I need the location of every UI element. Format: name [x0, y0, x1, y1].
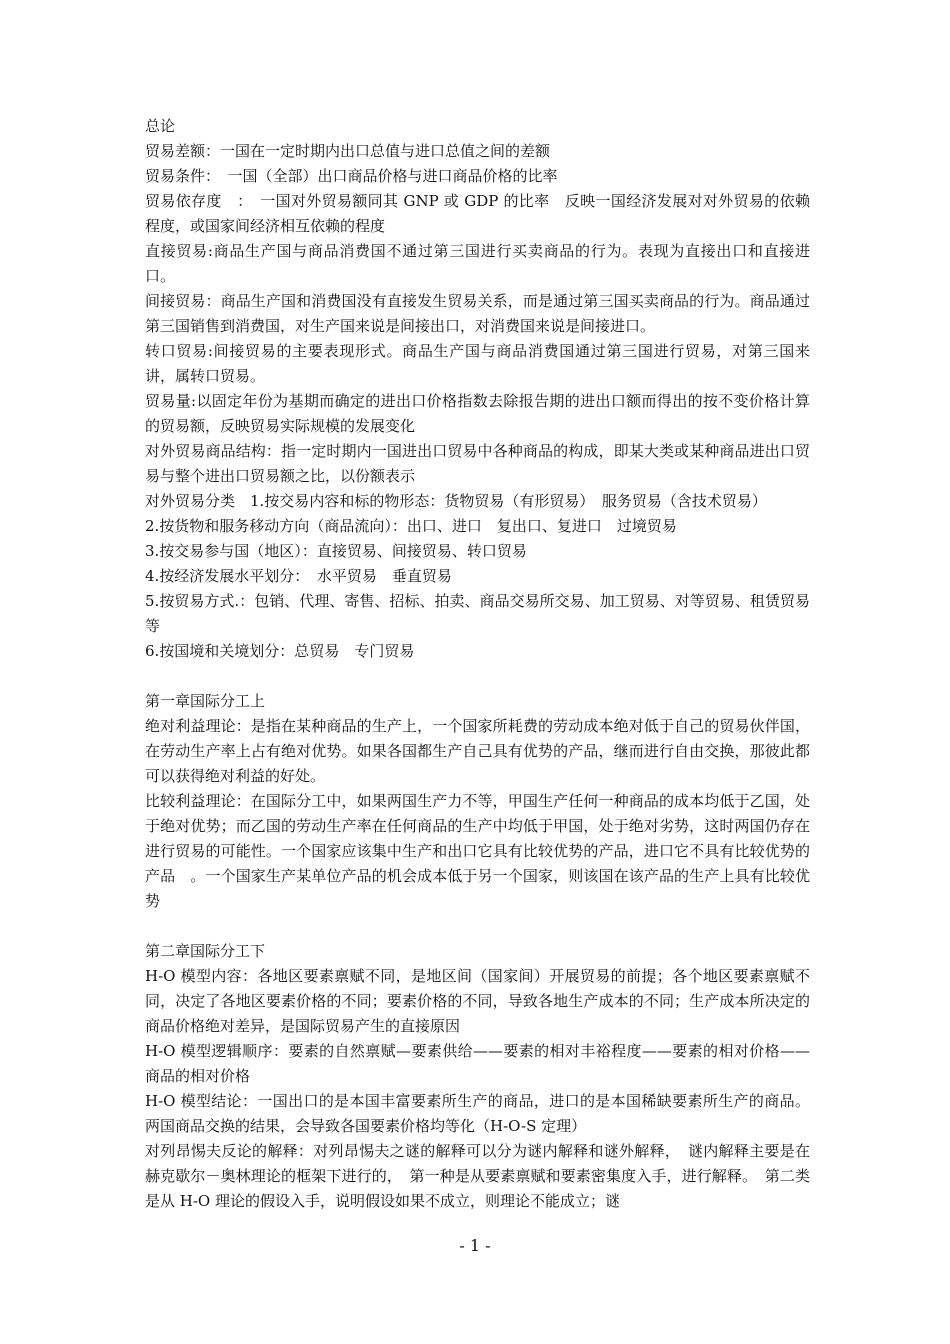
paragraph: 对外贸易商品结构：指一定时期内一国进出口贸易中各种商品的构成，即某大类或某种商品进出口贸易与整个进出口贸易额之比，以份额表示 — [145, 442, 810, 485]
paragraph: 贸易条件： 一国（全部）出口商品价格与进口商品价格的比率 — [145, 167, 558, 185]
paragraph: 3.按交易参与国（地区）：直接贸易、间接贸易、转口贸易 — [145, 542, 527, 560]
paragraph: 直接贸易:商品生产国与商品消费国不通过第三国进行买卖商品的行为。表现为直接出口和直接进口。 — [145, 242, 810, 285]
paragraph: 贸易量:以固定年份为基期而确定的进出口价格指数去除报告期的进出口额而得出的按不变价格计算的贸易额，反映贸易实际规模的发展变化 — [145, 392, 810, 435]
paragraph: 2.按货物和服务移动方向（商品流向）：出口、进口 复出口、复进口 过境贸易 — [145, 517, 677, 535]
paragraph: H-O 模型内容：各地区要素禀赋不同，是地区间（国家间）开展贸易的前提；各个地区要素禀赋不同，决定了各地区要素价格的不同；要素价格的不同，导致各地生产成本的不同；生产成本所决定的商品价格绝对差异，是国际贸易产生的直接原因 — [145, 967, 810, 1035]
paragraph: 6.按国境和关境划分：总贸易 专门贸易 — [145, 642, 415, 660]
paragraph: 间接贸易：商品生产国和消费国没有直接发生贸易关系，而是通过第三国买卖商品的行为。商品通过第三国销售到消费国，对生产国来说是间接出口，对消费国来说是间接进口。 — [145, 292, 810, 335]
paragraph: 绝对利益理论：是指在某种商品的生产上，一个国家所耗费的劳动成本绝对低于自己的贸易伙伴国，在劳动生产率上占有绝对优势。如果各国都生产自己具有优势的产品，继而进行自由交换，那彼此都可以获得绝对利益的好处。 — [145, 717, 810, 785]
document-body — [145, 114, 810, 1214]
paragraph: 转口贸易:间接贸易的主要表现形式。商品生产国与商品消费国通过第三国进行贸易，对第三国来讲，属转口贸易。 — [145, 342, 810, 385]
page-number: - 1 - — [459, 1236, 491, 1255]
paragraph: 对外贸易分类 1.按交易内容和标的物形态：货物贸易（有形贸易） 服务贸易（含技术贸易） — [145, 492, 767, 510]
paragraph: 比较利益理论：在国际分工中，如果两国生产力不等，甲国生产任何一种商品的成本均低于乙国，处于绝对优势；而乙国的劳动生产率在任何商品的生产中均低于甲国，处于绝对劣势，这时两国仍存在进行贸易的可能性。一个国家应该集中生产和出口它具有比较优势的产品，进口它不具有比较优势的产品 。一个国家生产某单位产品的机会成本低于另一个国家，则该国在该产品的生产上具有比较优势 — [145, 792, 810, 910]
blank-line — [145, 664, 810, 689]
paragraph: 4.按经济发展水平划分： 水平贸易 垂直贸易 — [145, 567, 452, 585]
paragraph: 对列昂惕夫反论的解释：对列昂惕夫之谜的解释可以分为谜内解释和谜外解释， 谜内解释主要是在赫克歇尔－奥林理论的框架下进行的， 第一种是从要素禀赋和要素密集度入手，进行解释。 第二类是从 H-O 理论的假设入手，说明假设如果不成立，则理论不能成立；谜 — [145, 1142, 810, 1210]
chapter-heading-1: 第一章国际分工上 — [145, 692, 266, 710]
paragraph: H-O 模型逻辑顺序：要素的自然禀赋—要素供给——要素的相对丰裕程度——要素的相对价格——商品的相对价格 — [145, 1042, 810, 1085]
paragraph: 贸易依存度 ： 一国对外贸易额同其 GNP 或 GDP 的比率 反映一国经济发展对对外贸易的依赖程度，或国家间经济相互依赖的程度 — [145, 192, 810, 235]
chapter-heading-2: 第二章国际分工下 — [145, 942, 266, 960]
blank-line — [145, 914, 810, 939]
paragraph: 贸易差额：一国在一定时期内出口总值与进口总值之间的差额 — [145, 142, 551, 160]
paragraph: 5.按贸易方式.：包销、代理、寄售、招标、拍卖、商品交易所交易、加工贸易、对等贸易、租赁贸易等 — [145, 592, 810, 635]
section-heading-general: 总论 — [145, 117, 176, 135]
paragraph: H-O 模型结论：一国出口的是本国丰富要素所生产的商品，进口的是本国稀缺要素所生产的商品。两国商品交换的结果，会导致各国要素价格均等化（H-O-S 定理） — [145, 1092, 810, 1135]
